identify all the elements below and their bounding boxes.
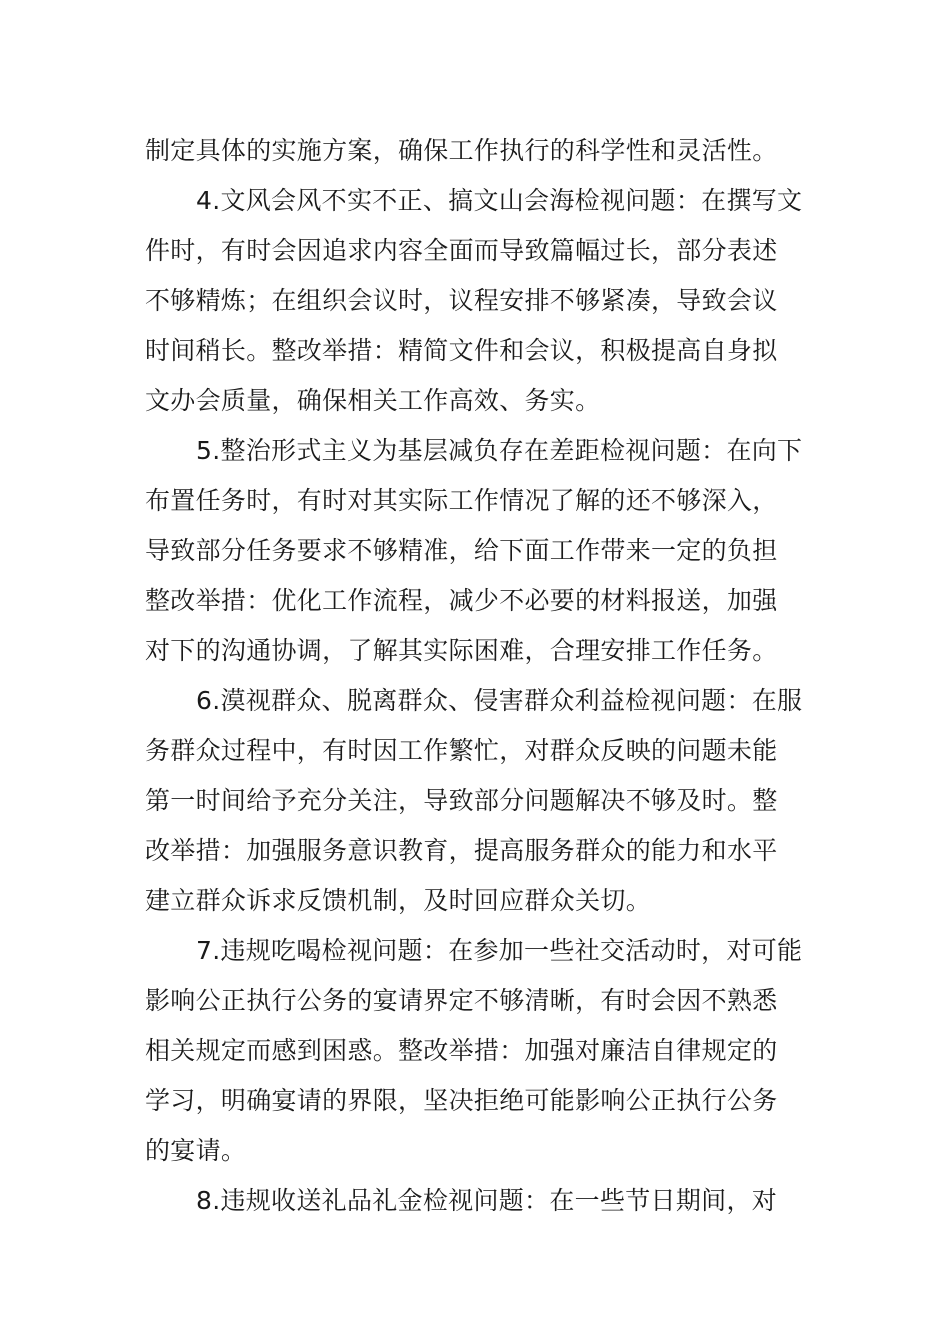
- paragraph-line: 7.违规吃喝检视问题：在参加一些社交活动时，对可能: [196, 936, 803, 965]
- paragraph-line: 件时，有时会因追求内容全面而导致篇幅过长，部分表述: [145, 236, 778, 265]
- paragraph-line: 8.违规收送礼品礼金检视问题：在一些节日期间，对: [196, 1186, 778, 1215]
- paragraph-line: 对下的沟通协调，了解其实际困难，合理安排工作任务。: [145, 636, 778, 665]
- paragraph-line: 5.整治形式主义为基层减负存在差距检视问题：在向下: [196, 436, 803, 465]
- paragraph-line: 务群众过程中，有时因工作繁忙，对群众反映的问题未能: [145, 736, 778, 765]
- paragraph-line: 布置任务时，有时对其实际工作情况了解的还不够深入，: [145, 486, 778, 515]
- paragraph-line: 改举措：加强服务意识教育，提高服务群众的能力和水平: [145, 836, 778, 865]
- paragraph-line: 的宴请。: [145, 1136, 247, 1165]
- paragraph-line: 导致部分任务要求不够精准，给下面工作带来一定的负担: [145, 536, 778, 565]
- paragraph-line: 文办会质量，确保相关工作高效、务实。: [145, 386, 601, 415]
- paragraph-line: 第一时间给予充分关注，导致部分问题解决不够及时。整: [145, 786, 778, 815]
- paragraph-line: 整改举措：优化工作流程，减少不必要的材料报送，加强: [145, 586, 778, 615]
- document-body: [145, 126, 825, 1226]
- paragraph-line: 4.文风会风不实不正、搞文山会海检视问题：在撰写文: [196, 186, 803, 215]
- paragraph-line: 不够精炼；在组织会议时，议程安排不够紧凑，导致会议: [145, 286, 778, 315]
- paragraph-line: 影响公正执行公务的宴请界定不够清晰，有时会因不熟悉: [145, 986, 778, 1015]
- paragraph-line: 制定具体的实施方案，确保工作执行的科学性和灵活性。: [145, 136, 778, 165]
- paragraph-line: 学习，明确宴请的界限，坚决拒绝可能影响公正执行公务: [145, 1086, 778, 1115]
- paragraph-line: 建立群众诉求反馈机制，及时回应群众关切。: [145, 886, 652, 915]
- paragraph-line: 6.漠视群众、脱离群众、侵害群众利益检视问题：在服: [196, 686, 803, 715]
- paragraph-line: 相关规定而感到困惑。整改举措：加强对廉洁自律规定的: [145, 1036, 778, 1065]
- paragraph-line: 时间稍长。整改举措：精简文件和会议，积极提高自身拟: [145, 336, 778, 365]
